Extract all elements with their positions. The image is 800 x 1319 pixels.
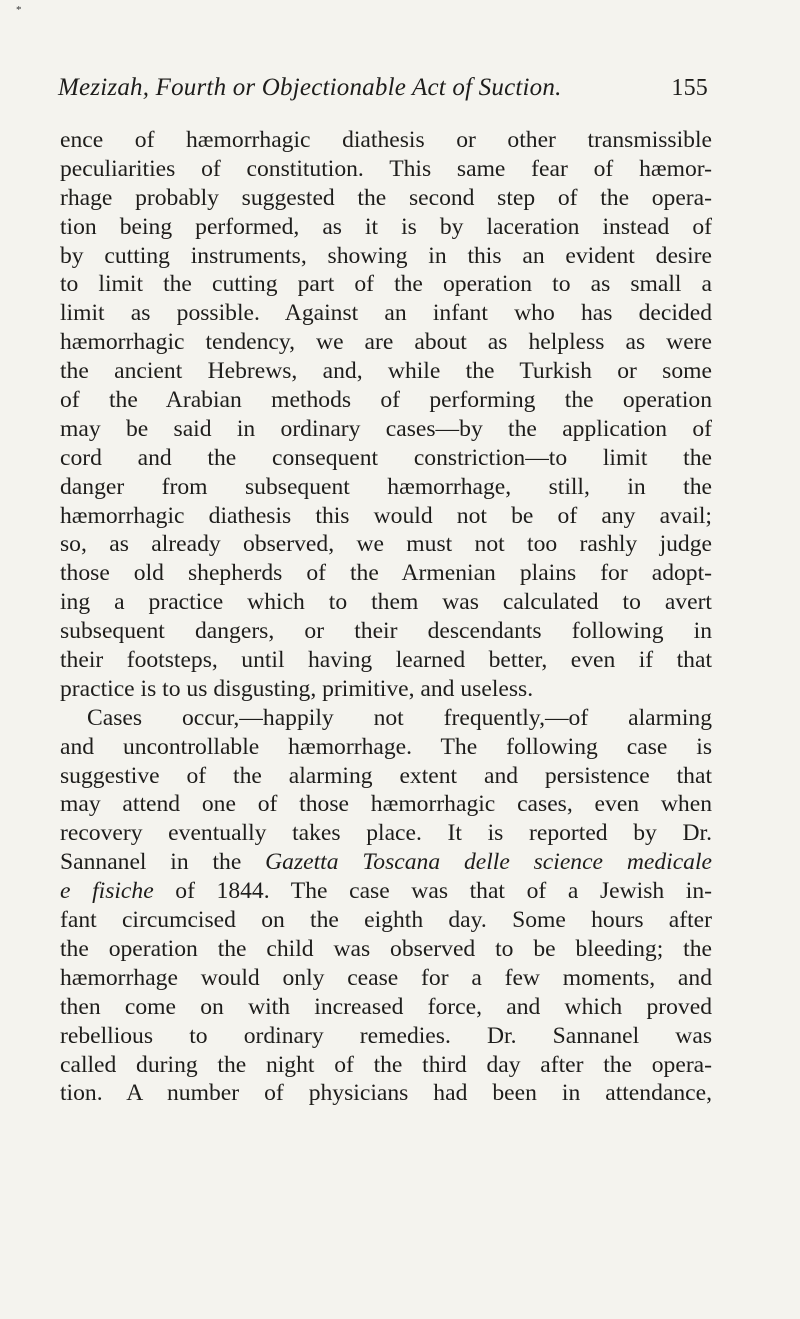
text-line: those old shepherds of the Armenian plains for adopt- bbox=[60, 560, 712, 587]
running-head bbox=[58, 74, 708, 114]
text-line: rhage probably suggested the second step of the opera- bbox=[60, 184, 712, 211]
page-number: 155 bbox=[671, 75, 708, 101]
text-line: may attend one of those hæmorrhagic cases, even when bbox=[60, 791, 712, 818]
text-line: ence of hæmorrhagic diathesis or other transmissible bbox=[60, 127, 712, 153]
text-run: of 1844. The case was that of a Jewish in- bbox=[175, 878, 712, 905]
text-line: suggestive of the alarming extent and persistence that bbox=[60, 762, 712, 789]
text-line: so, as already observed, we must not too rashly judge bbox=[60, 531, 712, 558]
text-line: limit as possible. Against an infant who has decided bbox=[60, 300, 712, 327]
text-line: cord and the consequent constriction—to limit the bbox=[60, 444, 712, 471]
text-line: peculiarities of constitution. This same fear of hæmor- bbox=[60, 155, 712, 182]
text-line: by cutting instruments, showing in this an evident desire bbox=[60, 242, 712, 269]
text-line: recovery eventually takes place. It is reported by Dr. bbox=[60, 820, 712, 847]
text-line: called during the night of the third day after the opera- bbox=[60, 1051, 712, 1078]
text-line: then come on with increased force, and which proved bbox=[60, 993, 712, 1020]
text-line: may be said in ordinary cases—by the application of bbox=[60, 415, 712, 442]
text-line: danger from subsequent hæmorrhage, still, in the bbox=[60, 473, 712, 500]
text-line: fant circumcised on the eighth day. Some hours after bbox=[60, 907, 712, 934]
paragraph-start-line: Cases occur,—happily not frequently,—of alarming bbox=[87, 704, 712, 731]
text-run: Sannanel in the bbox=[60, 849, 242, 876]
text-line bbox=[60, 848, 712, 877]
journal-title-continued: e fisiche bbox=[60, 878, 154, 905]
text-line: and uncontrollable hæmorrhage. The following case is bbox=[60, 733, 712, 760]
text-line: of the Arabian methods of performing the operation bbox=[60, 387, 712, 414]
text-line bbox=[60, 877, 712, 906]
body-text bbox=[60, 126, 712, 1108]
text-line: ing a practice which to them was calculated to avert bbox=[60, 589, 712, 616]
paragraph-end-line: practice is to us disgusting, primitive, and useless. bbox=[60, 675, 534, 702]
text-line: hæmorrhagic tendency, we are about as helpless as were bbox=[60, 329, 712, 356]
journal-title: Gazetta Toscana delle science medicale bbox=[265, 849, 713, 876]
text-line: the operation the child was observed to be bleeding; the bbox=[60, 935, 712, 962]
text-line: hæmorrhage would only cease for a few moments, and bbox=[60, 964, 712, 991]
text-line: tion. A number of physicians had been in attendance, bbox=[60, 1080, 712, 1107]
text-line: rebellious to ordinary remedies. Dr. Sannanel was bbox=[60, 1022, 712, 1049]
text-line: tion being performed, as it is by laceration instead of bbox=[60, 213, 712, 240]
text-line: their footsteps, until having learned better, even if that bbox=[60, 647, 712, 674]
text-line: subsequent dangers, or their descendants following in bbox=[60, 618, 712, 645]
text-line: to limit the cutting part of the operation to as small a bbox=[60, 271, 712, 298]
text-line: the ancient Hebrews, and, while the Turkish or some bbox=[60, 358, 712, 385]
top-mark: * bbox=[16, 4, 22, 16]
text-line: hæmorrhagic diathesis this would not be of any avail; bbox=[60, 502, 712, 529]
running-head-title: Mezizah, Fourth or Objectionable Act of Suction. bbox=[58, 74, 562, 101]
